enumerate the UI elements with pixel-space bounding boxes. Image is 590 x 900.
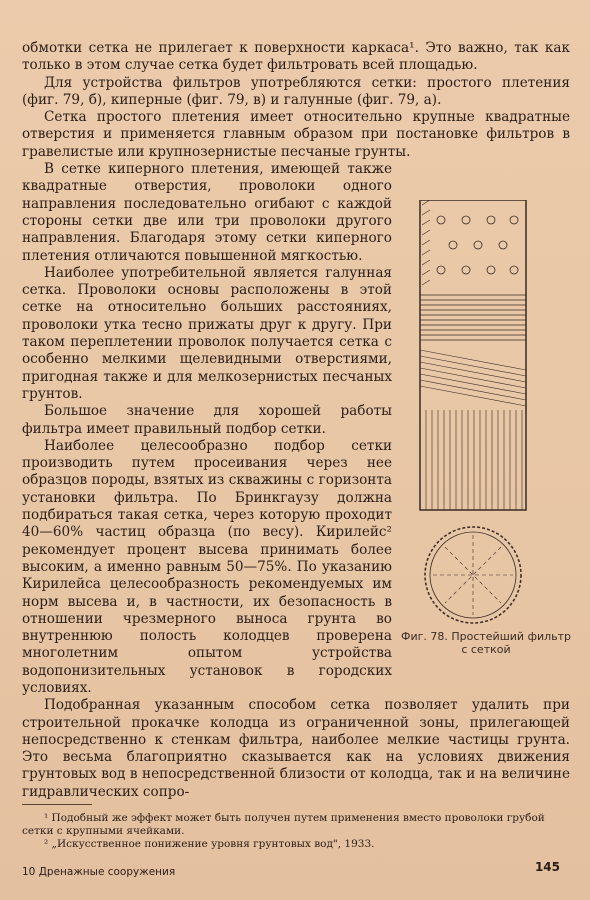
filter-figure bbox=[406, 200, 566, 700]
footnote-divider bbox=[22, 804, 92, 805]
footnote-2: ² „Искусственное понижение уровня грунтовых вод", 1933. bbox=[44, 838, 375, 850]
printer-signature: 10 Дренажные сооружения bbox=[22, 866, 176, 878]
paragraph-1: обмотки сетка не прилегает к поверхности каркаса¹. Это важно, так как только в этом случае сетка будет фильтровать всей площадью. bbox=[22, 40, 570, 74]
paragraph-3: Сетка простого плетения имеет относительно крупные квадратные отверстия и применяется главным образом при постановке фильтров в гравелистые или крупнозернистые песчаные грунты. bbox=[22, 109, 570, 160]
page-number: 145 bbox=[534, 860, 560, 874]
paragraph-4: В сетке киперного плетения, имеющей также квадратные отверстия, проволоки одного направления последовательно огибают с каждой стороны сетки две или три проволоки другого направления. Благодаря этому сетки киперного плетения отличаются повышенной мягкостью. bbox=[22, 161, 392, 264]
paragraph-5: Наиболее употребительной является галунная сетка. Проволоки основы расположены в этой сетке на относительно больших расстояниях, проволоки утка тесно прижаты друг к другу. При таком переплетении проволок получается сетка с особенно мелкими щелевидными отверстиями, пригодная также и для мелкозернистых песчаных грунтов. bbox=[22, 264, 392, 402]
paragraph-2: Для устройства фильтров употребляются сетки: простого плетения (фиг. 79, б), киперные (фиг. 79, в) и галунные (фиг. 79, а). bbox=[22, 74, 570, 108]
footnotes bbox=[22, 812, 570, 851]
figure-caption: Фиг. 78. Простейший фильтр с сеткой bbox=[400, 630, 572, 656]
paragraph-8: Подобранная указанным способом сетка позволяет удалить при строительной прокачке колодца из ограниченной зоны, прилегающей непосредственно к стенкам фильтра, наиболее мелкие частицы грунта. Это весьма благоприятно сказывается как на условиях движения грунтовых вод в непосредственной близости от колодца, так и на величине гидравлических сопро- bbox=[22, 697, 570, 800]
paragraph-6: Большое значение для хорошей работы фильтра имеет правильный подбор сетки. bbox=[22, 403, 392, 437]
paragraph-7: Наиболее целесообразно подбор сетки производить путем просеивания через нее образцов породы, взятых из скважины с горизонта установки фильтра. По Бринкгаузу должна подбираться такая сетка, через которую проходит 40—60% частиц образца (по весу). Кирилейс² рекомендует процент высева принимать более высоким, а именно равным 50—75%. По указанию Кирилейса целесообразность рекомендуемых им норм высева и, в частности, их безопасность в отношении чрезмерного выноса грунта во внутреннюю полость колодцев проверена многолетним опытом устройства водопонизительных установок в городских условиях. bbox=[22, 437, 392, 696]
footnote-1: ¹ Подобный же эффект может быть получен путем применения вместо проволоки грубой сетки с крупными ячейками. bbox=[22, 812, 545, 837]
